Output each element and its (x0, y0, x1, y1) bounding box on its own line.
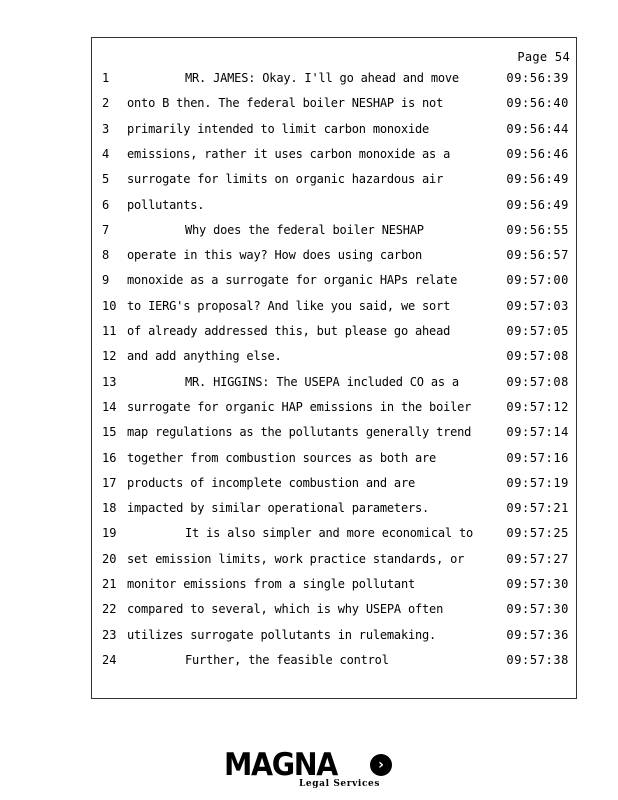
line-text: MR. HIGGINS: The USEPA included CO as a (185, 374, 459, 389)
line-text: Further, the feasible control (185, 652, 389, 667)
line-text: operate in this way? How does using carbon (127, 248, 423, 263)
line-number: 15 (102, 425, 117, 440)
line-text: Why does the federal boiler NESHAP (185, 222, 424, 237)
line-text: onto B then. The federal boiler NESHAP is not (127, 96, 444, 111)
line-number: 4 (102, 146, 110, 161)
timestamp: 09:56:57 (506, 248, 569, 263)
line-text: primarily intended to limit carbon monoxide (127, 121, 430, 136)
timestamp: 09:56:49 (506, 197, 569, 212)
line-number: 3 (102, 121, 110, 136)
line-text: impacted by similar operational parameters. (127, 501, 430, 516)
timestamp: 09:56:46 (506, 146, 569, 161)
transcript-line (92, 195, 576, 215)
logo-wordmark: MAGNA (224, 747, 337, 783)
timestamp: 09:56:49 (506, 172, 569, 187)
transcript-line (92, 625, 576, 645)
line-text: together from combustion sources as both are (127, 450, 437, 465)
timestamp: 09:57:05 (506, 324, 569, 338)
transcript-line (92, 220, 576, 240)
transcript-line (92, 169, 576, 189)
transcript-line (92, 144, 576, 164)
line-text: utilizes surrogate pollutants in rulemaking. (127, 627, 437, 642)
line-text: monitor emissions from a single pollutant (127, 577, 416, 591)
line-number: 6 (102, 197, 110, 212)
timestamp: 09:57:30 (506, 577, 569, 591)
transcript-line (92, 650, 576, 670)
transcript-line (92, 93, 576, 113)
line-text: surrogate for limits on organic hazardous air (127, 172, 444, 187)
line-number: 9 (102, 273, 110, 288)
line-text: surrogate for organic HAP emissions in the boiler (127, 399, 472, 414)
transcript-line (92, 549, 576, 569)
transcript-line (92, 321, 576, 341)
transcript-line (92, 422, 576, 442)
line-number: 1 (102, 71, 110, 85)
line-number: 11 (102, 324, 117, 338)
transcript-line (92, 372, 576, 392)
line-number: 19 (102, 526, 117, 541)
transcript-line (92, 68, 576, 88)
transcript-line (92, 498, 576, 518)
line-number: 24 (102, 652, 117, 667)
line-number: 7 (102, 222, 110, 237)
timestamp: 09:56:39 (506, 71, 569, 85)
logo-arrow-icon: › (370, 754, 392, 776)
line-number: 14 (102, 399, 117, 414)
timestamp: 09:57:30 (506, 602, 569, 617)
timestamp: 09:57:21 (506, 501, 569, 516)
line-text: MR. JAMES: Okay. I'll go ahead and move (185, 71, 459, 85)
line-number: 5 (102, 172, 110, 187)
line-number: 2 (102, 96, 110, 111)
magna-logo (224, 748, 394, 792)
line-text: map regulations as the pollutants generally trend (127, 425, 472, 440)
line-text: and add anything else. (127, 349, 282, 364)
page-number: Page 54 (517, 50, 570, 64)
timestamp: 09:57:12 (506, 399, 569, 414)
transcript-line (92, 473, 576, 493)
line-number: 17 (102, 475, 117, 490)
timestamp: 09:57:00 (506, 273, 569, 288)
transcript-line (92, 346, 576, 366)
timestamp: 09:56:55 (506, 222, 569, 237)
line-number: 18 (102, 501, 117, 516)
transcript-line (92, 296, 576, 316)
line-text: set emission limits, work practice standards, or (127, 551, 465, 566)
timestamp: 09:57:03 (506, 298, 569, 313)
timestamp: 09:57:08 (506, 349, 569, 364)
logo-subtitle: Legal Services (299, 779, 381, 789)
timestamp: 09:57:36 (506, 627, 569, 642)
line-number: 20 (102, 551, 117, 566)
timestamp: 09:57:14 (506, 425, 569, 440)
line-number: 16 (102, 450, 117, 465)
timestamp: 09:57:19 (506, 475, 569, 490)
transcript-line (92, 523, 576, 543)
line-text: products of incomplete combustion and are (127, 475, 416, 490)
line-text: It is also simpler and more economical to (185, 526, 474, 541)
transcript-line (92, 270, 576, 290)
line-number: 23 (102, 627, 117, 642)
timestamp: 09:56:40 (506, 96, 569, 111)
line-text: emissions, rather it uses carbon monoxide as a (127, 146, 451, 161)
timestamp: 09:57:08 (506, 374, 569, 389)
line-text: compared to several, which is why USEPA often (127, 602, 444, 617)
transcript-line (92, 245, 576, 265)
line-number: 21 (102, 577, 117, 591)
timestamp: 09:57:16 (506, 450, 569, 465)
timestamp: 09:57:38 (506, 652, 569, 667)
line-number: 13 (102, 374, 117, 389)
line-number: 12 (102, 349, 117, 364)
transcript-line (92, 574, 576, 594)
timestamp: 09:56:44 (506, 121, 569, 136)
timestamp: 09:57:27 (506, 551, 569, 566)
transcript-line (92, 119, 576, 139)
transcript-line (92, 448, 576, 468)
line-text: to IERG's proposal? And like you said, we sort (127, 298, 451, 313)
transcript-page (91, 37, 577, 699)
line-text: pollutants. (127, 197, 205, 212)
transcript-line (92, 599, 576, 619)
transcript-line (92, 397, 576, 417)
line-text: monoxide as a surrogate for organic HAPs relate (127, 273, 458, 288)
line-number: 22 (102, 602, 117, 617)
line-text: of already addressed this, but please go ahead (127, 324, 451, 338)
line-number: 8 (102, 248, 110, 263)
line-number: 10 (102, 298, 117, 313)
timestamp: 09:57:25 (506, 526, 569, 541)
